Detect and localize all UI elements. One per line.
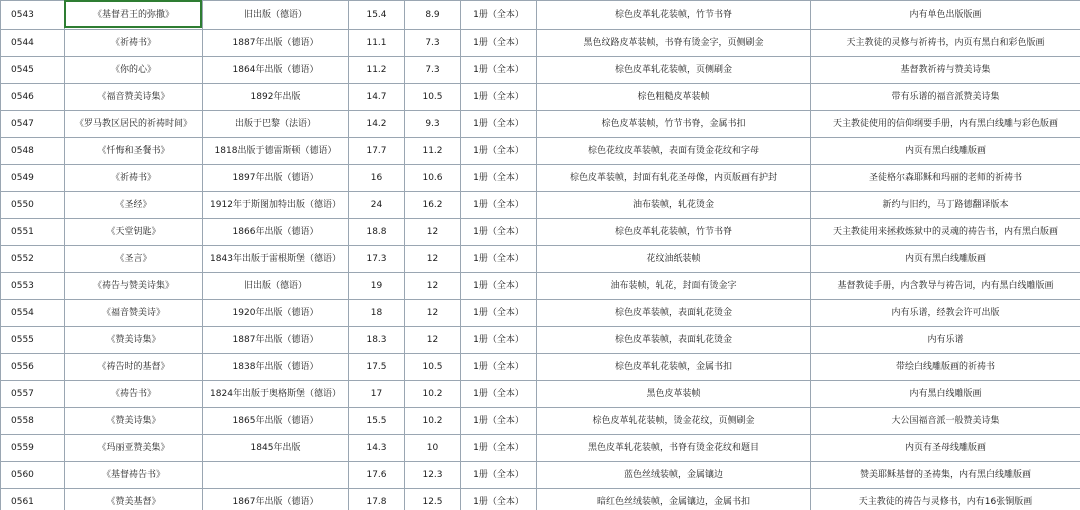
cell-width[interactable]: 10: [405, 435, 461, 462]
cell-item-number[interactable]: 0551: [1, 219, 65, 246]
cell-width[interactable]: 12: [405, 273, 461, 300]
cell-volumes[interactable]: 1册（全本）: [461, 327, 537, 354]
cell-volumes[interactable]: 1册（全本）: [461, 1, 537, 30]
cell-title[interactable]: 《天堂钥匙》: [65, 219, 203, 246]
cell-binding[interactable]: 棕色粗糙皮革装帧: [537, 84, 811, 111]
cell-width[interactable]: 12.3: [405, 462, 461, 489]
cell-height[interactable]: 15.4: [349, 1, 405, 30]
cell-item-number[interactable]: 0554: [1, 300, 65, 327]
cell-item-number[interactable]: 0555: [1, 327, 65, 354]
cell-item-number[interactable]: 0561: [1, 489, 65, 510]
cell-binding[interactable]: 棕色皮革装帧，竹节书脊，金属书扣: [537, 111, 811, 138]
cell-volumes[interactable]: 1册（全本）: [461, 30, 537, 57]
cell-item-number[interactable]: 0560: [1, 462, 65, 489]
cell-binding[interactable]: 棕色皮革轧花装帧，金属书扣: [537, 354, 811, 381]
cell-notes[interactable]: 内有乐谱，经教会许可出版: [811, 300, 1080, 327]
cell-item-number[interactable]: 0559: [1, 435, 65, 462]
table-row: [1, 408, 1080, 435]
cell-width[interactable]: 12: [405, 246, 461, 273]
cell-item-number[interactable]: 0544: [1, 30, 65, 57]
cell-edition[interactable]: 1838年出版（德语）: [203, 354, 349, 381]
cell-binding[interactable]: 油布装帧，轧花，封面有烫金字: [537, 273, 811, 300]
cell-width[interactable]: 8.9: [405, 1, 461, 30]
cell-binding[interactable]: 油布装帧，轧花烫金: [537, 192, 811, 219]
cell-width[interactable]: 10.2: [405, 408, 461, 435]
cell-volumes[interactable]: 1册（全本）: [461, 489, 537, 510]
cell-binding[interactable]: 黑色纹路皮革装帧，书脊有烫金字，页侧刷金: [537, 30, 811, 57]
cell-binding[interactable]: 棕色皮革轧花装帧，页侧刷金: [537, 57, 811, 84]
cell-notes[interactable]: 新约与旧约，马丁路德翻译版本: [811, 192, 1080, 219]
table-row: [1, 111, 1080, 138]
cell-edition[interactable]: 1864年出版（德语）: [203, 57, 349, 84]
cell-height[interactable]: 18.8: [349, 219, 405, 246]
cell-height[interactable]: 17.8: [349, 489, 405, 510]
cell-height[interactable]: 17.3: [349, 246, 405, 273]
cell-edition[interactable]: 1920年出版（德语）: [203, 300, 349, 327]
cell-notes[interactable]: 大公国福音派一般赞美诗集: [811, 408, 1080, 435]
cell-height[interactable]: 15.5: [349, 408, 405, 435]
cell-volumes[interactable]: 1册（全本）: [461, 381, 537, 408]
cell-binding[interactable]: 暗红色丝绒装帧，金属镶边，金属书扣: [537, 489, 811, 510]
cell-width[interactable]: 12: [405, 327, 461, 354]
cell-edition[interactable]: 1865年出版（德语）: [203, 408, 349, 435]
cell-title[interactable]: 《祈祷书》: [65, 165, 203, 192]
cell-edition[interactable]: 1818出版于德雷斯顿（德语）: [203, 138, 349, 165]
cell-notes[interactable]: 内有乐谱: [811, 327, 1080, 354]
cell-title[interactable]: 《福音赞美诗集》: [65, 84, 203, 111]
cell-item-number[interactable]: 0543: [1, 1, 65, 30]
cell-binding[interactable]: 棕色皮革装帧，表面轧花烫金: [537, 300, 811, 327]
table-row: [1, 84, 1080, 111]
cell-height[interactable]: 19: [349, 273, 405, 300]
cell-height[interactable]: 18: [349, 300, 405, 327]
table-row: [1, 192, 1080, 219]
cell-edition[interactable]: 1897年出版（德语）: [203, 165, 349, 192]
cell-volumes[interactable]: 1册（全本）: [461, 354, 537, 381]
cell-item-number[interactable]: 0547: [1, 111, 65, 138]
table-row: [1, 246, 1080, 273]
cell-height[interactable]: 17.5: [349, 354, 405, 381]
table-row: [1, 381, 1080, 408]
cell-title[interactable]: 《赞美基督》: [65, 489, 203, 510]
cell-item-number[interactable]: 0549: [1, 165, 65, 192]
cell-title[interactable]: 《祈祷书》: [65, 30, 203, 57]
cell-edition[interactable]: 1887年出版（德语）: [203, 327, 349, 354]
table-row: [1, 57, 1080, 84]
cell-volumes[interactable]: 1册（全本）: [461, 165, 537, 192]
cell-height[interactable]: 18.3: [349, 327, 405, 354]
table-row: [1, 354, 1080, 381]
cell-binding[interactable]: 黑色皮革装帧: [537, 381, 811, 408]
cell-notes[interactable]: 内有黑白线雕版画: [811, 381, 1080, 408]
cell-notes[interactable]: 带绘白线雕版画的祈祷书: [811, 354, 1080, 381]
cell-title[interactable]: 《祷告与赞美诗集》: [65, 273, 203, 300]
cell-width[interactable]: 10.5: [405, 354, 461, 381]
cell-height[interactable]: 17.7: [349, 138, 405, 165]
table-row: [1, 462, 1080, 489]
cell-item-number[interactable]: 0557: [1, 381, 65, 408]
cell-height[interactable]: 14.3: [349, 435, 405, 462]
cell-width[interactable]: 10.5: [405, 84, 461, 111]
cell-edition[interactable]: 1866年出版（德语）: [203, 219, 349, 246]
cell-width[interactable]: 7.3: [405, 30, 461, 57]
cell-binding[interactable]: 蓝色丝绒装帧，金属镶边: [537, 462, 811, 489]
cell-binding[interactable]: 棕色皮革轧花装帧，竹节书脊: [537, 1, 811, 30]
cell-notes[interactable]: 圣徒格尔森耶稣和玛丽的老师的祈祷书: [811, 165, 1080, 192]
cell-notes[interactable]: 基督教徒手册，内含教导与祷告词，内有黑白线雕版画: [811, 273, 1080, 300]
cell-binding[interactable]: 棕色皮革轧花装帧，烫金花纹，页侧刷金: [537, 408, 811, 435]
cell-title[interactable]: 《赞美诗集》: [65, 327, 203, 354]
table-row: [1, 30, 1080, 57]
cell-title[interactable]: 《基督祷告书》: [65, 462, 203, 489]
cell-notes[interactable]: 内页有圣母线雕版画: [811, 435, 1080, 462]
cell-title[interactable]: 《赞美诗集》: [65, 408, 203, 435]
cell-width[interactable]: 7.3: [405, 57, 461, 84]
cell-height[interactable]: 17: [349, 381, 405, 408]
table-row: [1, 489, 1080, 510]
cell-volumes[interactable]: 1册（全本）: [461, 435, 537, 462]
cell-notes[interactable]: 天主教徒使用的信仰纲要手册，内有黑白线雕与彩色版画: [811, 111, 1080, 138]
cell-item-number[interactable]: 0550: [1, 192, 65, 219]
cell-binding[interactable]: 黑色皮革轧花装帧，书脊有烫金花纹和题目: [537, 435, 811, 462]
cell-edition[interactable]: 旧出版（德语）: [203, 273, 349, 300]
cell-volumes[interactable]: 1册（全本）: [461, 219, 537, 246]
cell-title[interactable]: 《忏悔和圣餐书》: [65, 138, 203, 165]
cell-notes[interactable]: 内页有黑白线雕版画: [811, 138, 1080, 165]
cell-width[interactable]: 9.3: [405, 111, 461, 138]
cell-height[interactable]: 14.7: [349, 84, 405, 111]
cell-item-number[interactable]: 0553: [1, 273, 65, 300]
cell-width[interactable]: 10.6: [405, 165, 461, 192]
cell-title[interactable]: 《你的心》: [65, 57, 203, 84]
cell-volumes[interactable]: 1册（全本）: [461, 192, 537, 219]
cell-edition[interactable]: 1843年出版于雷根斯堡（德语）: [203, 246, 349, 273]
cell-edition[interactable]: 1867年出版（德语）: [203, 489, 349, 510]
table-row: [1, 219, 1080, 246]
cell-notes[interactable]: 带有乐谱的福音派赞美诗集: [811, 84, 1080, 111]
cell-title[interactable]: 《祷告时的基督》: [65, 354, 203, 381]
cell-notes[interactable]: 天主教徒用来拯救炼狱中的灵魂的祷告书，内有黑白版画: [811, 219, 1080, 246]
cell-height[interactable]: 11.2: [349, 57, 405, 84]
table-row: [1, 300, 1080, 327]
cell-volumes[interactable]: 1册（全本）: [461, 300, 537, 327]
cell-title[interactable]: 《圣言》: [65, 246, 203, 273]
cell-volumes[interactable]: 1册（全本）: [461, 84, 537, 111]
cell-title[interactable]: 《福音赞美诗》: [65, 300, 203, 327]
cell-edition[interactable]: 出版于巴黎（法语）: [203, 111, 349, 138]
cell-volumes[interactable]: 1册（全本）: [461, 57, 537, 84]
cell-edition[interactable]: 1912年于斯图加特出版（德语）: [203, 192, 349, 219]
table-row: [1, 327, 1080, 354]
cell-volumes[interactable]: 1册（全本）: [461, 462, 537, 489]
cell-volumes[interactable]: 1册（全本）: [461, 246, 537, 273]
cell-width[interactable]: 11.2: [405, 138, 461, 165]
cell-notes[interactable]: 基督教祈祷与赞美诗集: [811, 57, 1080, 84]
cell-title[interactable]: 《圣经》: [65, 192, 203, 219]
cell-item-number[interactable]: 0548: [1, 138, 65, 165]
cell-volumes[interactable]: 1册（全本）: [461, 111, 537, 138]
cell-binding[interactable]: 棕色花纹皮革装帧，表面有烫金花纹和字母: [537, 138, 811, 165]
cell-volumes[interactable]: 1册（全本）: [461, 273, 537, 300]
cell-width[interactable]: 12: [405, 300, 461, 327]
cell-item-number[interactable]: 0545: [1, 57, 65, 84]
cell-notes[interactable]: 内有单色出版版画: [811, 1, 1080, 30]
cell-edition[interactable]: 1887年出版（德语）: [203, 30, 349, 57]
cell-height[interactable]: 14.2: [349, 111, 405, 138]
cell-notes[interactable]: 天主教徒的灵修与祈祷书，内页有黑白和彩色版画: [811, 30, 1080, 57]
cell-edition[interactable]: 1892年出版: [203, 84, 349, 111]
cell-title[interactable]: 《玛丽亚赞美集》: [65, 435, 203, 462]
cell-notes[interactable]: 天主教徒的祷告与灵修书，内有16张铜版画: [811, 489, 1080, 510]
cell-width[interactable]: 16.2: [405, 192, 461, 219]
cell-height[interactable]: 17.6: [349, 462, 405, 489]
cell-width[interactable]: 12: [405, 219, 461, 246]
cell-height[interactable]: 11.1: [349, 30, 405, 57]
table-row: [1, 138, 1080, 165]
cell-edition[interactable]: 1845年出版: [203, 435, 349, 462]
table-row: [1, 435, 1080, 462]
cell-edition[interactable]: [203, 462, 349, 489]
cell-edition[interactable]: 旧出版（德语）: [203, 1, 349, 30]
cell-title[interactable]: 《罗马教区居民的祈祷时间》: [65, 111, 203, 138]
table-row: [1, 1, 1080, 30]
cell-item-number[interactable]: 0546: [1, 84, 65, 111]
table-row: [1, 273, 1080, 300]
cell-title[interactable]: 《基督君王的弥撒》: [65, 1, 203, 30]
cell-notes[interactable]: 赞美耶稣基督的圣祷集，内有黑白线雕版画: [811, 462, 1080, 489]
cell-item-number[interactable]: 0552: [1, 246, 65, 273]
cell-binding[interactable]: 棕色皮革装帧，表面轧花烫金: [537, 327, 811, 354]
table-row: [1, 165, 1080, 192]
cell-title[interactable]: 《祷告书》: [65, 381, 203, 408]
cell-height[interactable]: 16: [349, 165, 405, 192]
cell-item-number[interactable]: 0558: [1, 408, 65, 435]
cell-binding[interactable]: 花纹油纸装帧: [537, 246, 811, 273]
cell-volumes[interactable]: 1册（全本）: [461, 408, 537, 435]
cell-item-number[interactable]: 0556: [1, 354, 65, 381]
cell-edition[interactable]: 1824年出版于奥格斯堡（德语）: [203, 381, 349, 408]
cell-volumes[interactable]: 1册（全本）: [461, 138, 537, 165]
cell-width[interactable]: 12.5: [405, 489, 461, 510]
cell-height[interactable]: 24: [349, 192, 405, 219]
cell-binding[interactable]: 棕色皮革装帧，封面有轧花圣母像，内页版画有护封: [537, 165, 811, 192]
cell-width[interactable]: 10.2: [405, 381, 461, 408]
cell-binding[interactable]: 棕色皮革轧花装帧，竹节书脊: [537, 219, 811, 246]
cell-notes[interactable]: 内页有黑白线雕版画: [811, 246, 1080, 273]
